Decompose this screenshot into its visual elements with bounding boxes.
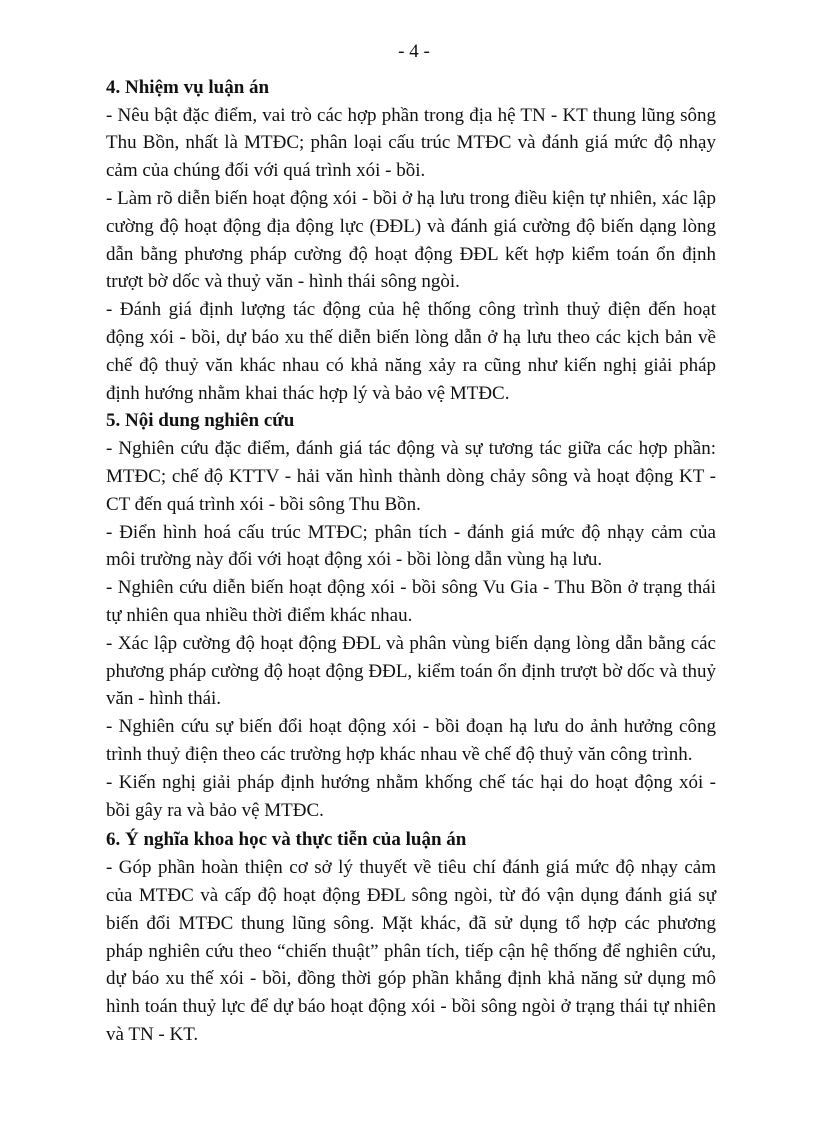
paragraph: - Nghiên cứu diễn biến hoạt động xói - bồi sông Vu Gia - Thu Bồn ở trạng thái tự nhiên qua nhiều thời điểm khác nhau. xyxy=(106,577,716,626)
paragraph: - Góp phần hoàn thiện cơ sở lý thuyết về tiêu chí đánh giá mức độ nhạy cảm của MTĐC và cấp độ hoạt động ĐĐL sông ngòi, từ đó vận dụng đánh giá sự biến đổi MTĐC thung lũng sông. Mặt khác, đã sử dụng tổ hợp các phương pháp nghiên cứu theo “chiến thuật” phân tích, tiếp cận hệ thống để nghiên cứu, dự báo xu thế xói - bồi, đồng thời góp phần khẳng định khả năng sử dụng mô hình toán thuỷ lực để dự báo hoạt động xói - bồi sông ngòi ở trạng thái tự nhiên và TN - KT. xyxy=(106,857,716,1045)
paragraph: - Làm rõ diễn biến hoạt động xói - bồi ở hạ lưu trong điều kiện tự nhiên, xác lập cường độ hoạt động địa động lực (ĐĐL) và đánh giá cường độ biến dạng lòng dẫn bằng phương pháp cường độ hoạt động ĐĐL kết hợp kiểm toán ổn định trượt bờ dốc và thuỷ văn - hình thái sông ngòi. xyxy=(106,187,716,293)
paragraph: - Điển hình hoá cấu trúc MTĐC; phân tích - đánh giá mức độ nhạy cảm của môi trường này đối với hoạt động xói - bồi lòng dẫn vùng hạ lưu. xyxy=(106,521,716,571)
section-scientific-significance xyxy=(106,826,716,1048)
section-research-content xyxy=(106,407,716,824)
paragraph: - Nghiên cứu đặc điểm, đánh giá tác động và sự tương tác giữa các hợp phần: MTĐC; chế độ KTTV - hải văn hình thành dòng chảy sông và hoạt động KT - CT đến quá trình xói - bồi sông Thu Bồn. xyxy=(106,438,716,515)
paragraph: - Đánh giá định lượng tác động của hệ thống công trình thuỷ điện đến hoạt động xói - bồi, dự báo xu thế diễn biến lòng dẫn ở hạ lưu theo các kịch bản về chế độ thuỷ văn khác nhau có khả năng xảy ra cũng như kiến nghị giải pháp định hướng nhằm khai thác hợp lý và bảo vệ MTĐC. xyxy=(106,299,716,404)
document-page xyxy=(106,38,716,1049)
paragraph: - Xác lập cường độ hoạt động ĐĐL và phân vùng biến dạng lòng dẫn bằng các phương pháp cường độ hoạt động ĐĐL, kiểm toán ổn định trượt bờ dốc và thuỷ văn - hình thái. xyxy=(106,632,716,710)
section-heading: 5. Nội dung nghiên cứu xyxy=(106,410,295,432)
paragraph: - Nghiên cứu sự biến đổi hoạt động xói - bồi đoạn hạ lưu do ảnh hưởng công trình thuỷ điện theo các trường hợp khác nhau về chế độ thuỷ văn công trình. xyxy=(106,716,716,765)
paragraph: - Kiến nghị giải pháp định hướng nhằm khống chế tác hại do hoạt động xói - bồi gây ra và bảo vệ MTĐC. xyxy=(106,771,716,821)
page-number: - 4 - xyxy=(398,41,430,62)
section-thesis-tasks xyxy=(106,74,716,408)
paragraph: - Nêu bật đặc điểm, vai trò các hợp phần trong địa hệ TN - KT thung lũng sông Thu Bồn, nhất là MTĐC; phân loại cấu trúc MTĐC và đánh giá mức độ nhạy cảm của chúng đối với quá trình xói - bồi. xyxy=(106,104,716,182)
section-heading: 6. Ý nghĩa khoa học và thực tiễn của luận án xyxy=(106,829,467,851)
section-heading: 4. Nhiệm vụ luận án xyxy=(106,76,270,98)
